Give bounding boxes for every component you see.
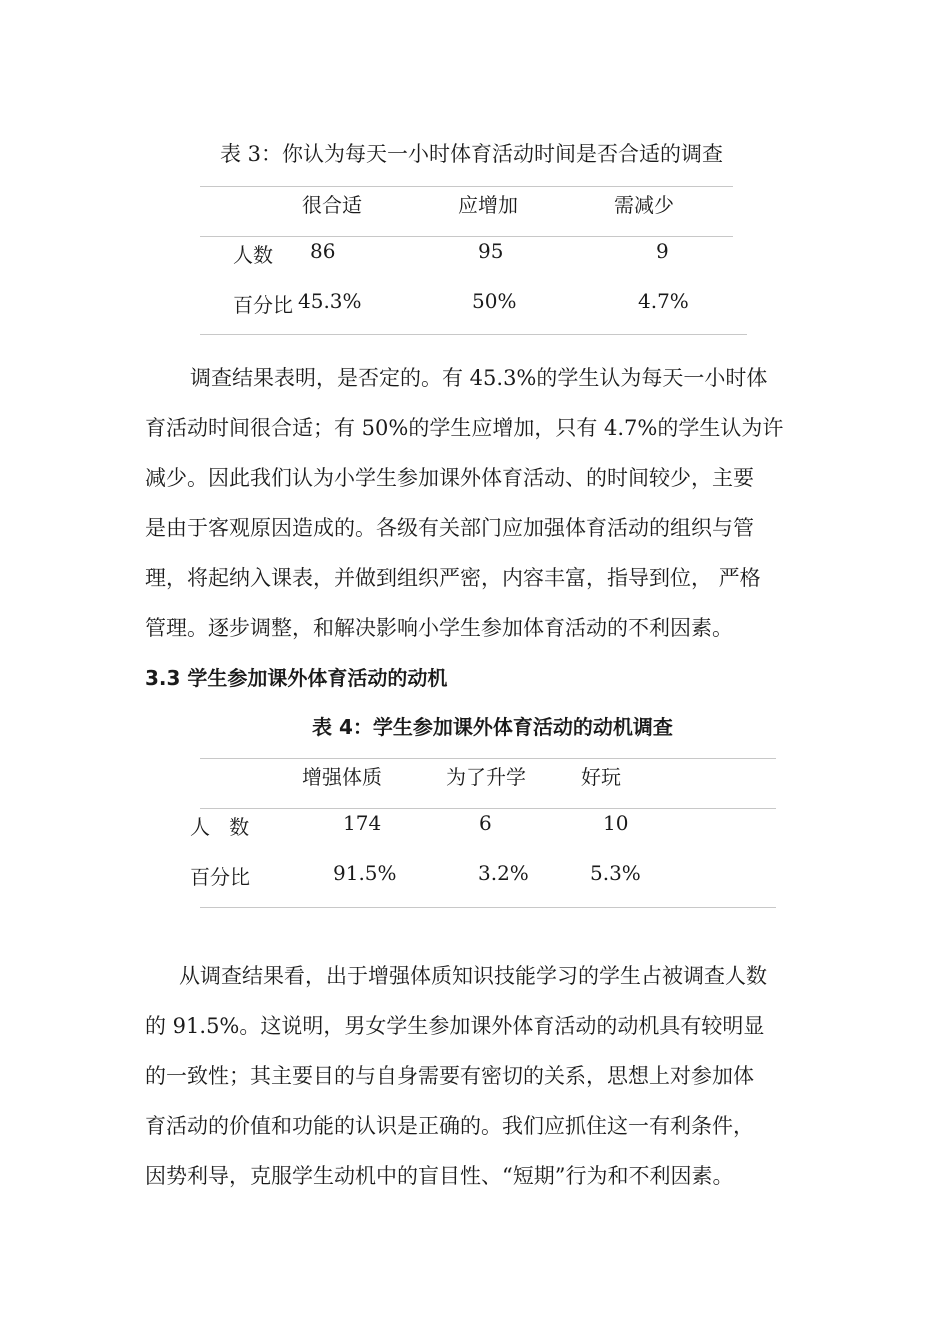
paragraph-2-line-2: 的 91.5%。这说明，男女学生参加课外体育活动的动机具有较明显 [145, 1014, 765, 1038]
paragraph-2-line-4: 育活动的价值和功能的认识是正确的。我们应抓住这一有利条件， [145, 1114, 754, 1138]
table4-header-2: 为了升学 [446, 765, 526, 789]
table3-top-rule [200, 186, 733, 187]
table4-title: 表 4：学生参加课外体育活动的动机调查 [312, 715, 673, 739]
table3-row2-value-3: 4.7% [638, 289, 689, 313]
table3-row1-label: 人数 [233, 243, 273, 267]
table4-row2-value-3: 5.3% [590, 861, 641, 885]
paragraph-1-line-2: 育活动时间很合适；有 50%的学生应增加，只有 4.7%的学生认为许 [145, 416, 784, 440]
paragraph-1-line-4: 是由于客观原因造成的。各级有关部门应加强体育活动的组织与管 [145, 516, 754, 540]
table3-row1-value-3: 9 [656, 239, 669, 263]
section-heading: 3.3 学生参加课外体育活动的动机 [145, 666, 448, 690]
paragraph-1-line-3: 减少。因此我们认为小学生参加课外体育活动、的时间较少，主要 [145, 466, 754, 490]
table3-row2-label: 百分比 [233, 293, 293, 317]
table4-header-1: 增强体质 [302, 765, 382, 789]
table4-row1-label: 人 数 [190, 815, 250, 839]
table3-row2-value-1: 45.3% [298, 289, 362, 313]
table4-header-rule [200, 808, 776, 809]
table4-top-rule [200, 758, 776, 759]
table3-header-1: 很合适 [302, 193, 362, 217]
table3-bottom-rule [200, 334, 747, 335]
table4-row2-value-1: 91.5% [333, 861, 397, 885]
table3-header-2: 应增加 [458, 193, 518, 217]
table3-row1-value-1: 86 [310, 239, 336, 263]
table4-row2-value-2: 3.2% [478, 861, 529, 885]
paragraph-1-line-6: 管理。逐步调整，和解决影响小学生参加体育活动的不利因素。 [145, 616, 733, 640]
paragraph-2 [145, 960, 810, 1200]
table3-header-rule [200, 236, 733, 237]
table3-header-3: 需减少 [614, 193, 674, 217]
table4-header-3: 好玩 [581, 765, 621, 789]
table4-row1-value-2: 6 [479, 811, 492, 835]
table3-row1-value-2: 95 [478, 239, 504, 263]
table3-row2-value-2: 50% [472, 289, 517, 313]
table4-bottom-rule [200, 907, 776, 908]
table4-row1-value-1: 174 [343, 811, 382, 835]
paragraph-2-line-1: 从调查结果看，出于增强体质知识技能学习的学生占被调查人数 [179, 964, 767, 988]
paragraph-2-line-5: 因势利导，克服学生动机中的盲目性、“短期”行为和不利因素。 [145, 1164, 734, 1188]
table4-row2-label: 百分比 [190, 865, 250, 889]
table3-title: 表 3：你认为每天一小时体育活动时间是否合适的调查 [220, 142, 724, 166]
table4-row1-value-3: 10 [603, 811, 629, 835]
paragraph-1-line-1: 调查结果表明，是否定的。有 45.3%的学生认为每天一小时体 [190, 366, 768, 390]
paragraph-2-line-3: 的一致性；其主要目的与自身需要有密切的关系，思想上对参加体 [145, 1064, 754, 1088]
paragraph-1 [145, 362, 810, 652]
paragraph-1-line-5: 理，将起纳入课表，并做到组织严密，内容丰富，指导到位， 严格 [145, 566, 761, 590]
